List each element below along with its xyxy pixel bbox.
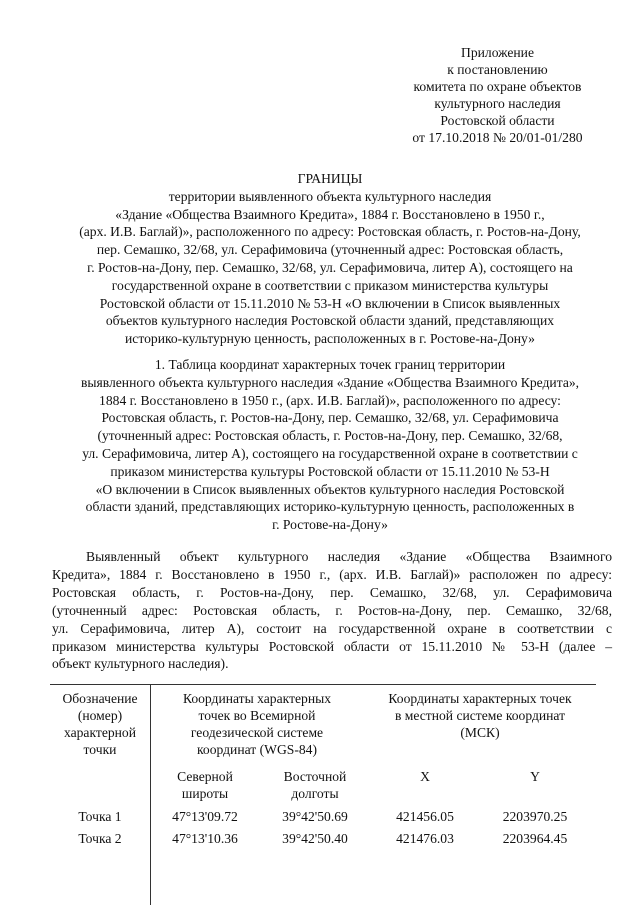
appendix-block bbox=[390, 44, 605, 146]
row1-y: 2203970.25 bbox=[502, 809, 568, 824]
row2-x: 421476.03 bbox=[396, 831, 454, 846]
row2-point: Точка 2 bbox=[78, 831, 122, 846]
row1-point: Точка 1 bbox=[78, 809, 122, 824]
appendix-line: к постановлению bbox=[447, 62, 548, 77]
body-paragraph bbox=[52, 548, 612, 673]
paragraph-line: Выявленный объект культурного наследия «Здание «Общества Взаимного bbox=[86, 549, 612, 564]
title-line: территории выявленного объекта культурного наследия bbox=[168, 188, 492, 204]
row1-north: 47°13'09.72 bbox=[172, 809, 238, 824]
section-line: приказом министерства культуры Ростовской области от 15.11.2010 № 53-Н bbox=[110, 463, 550, 479]
appendix-line: от 17.10.2018 № 20/01-01/280 bbox=[412, 130, 583, 145]
title-line: историко-культурную ценность, расположенных в г. Ростове-на-Дону» bbox=[125, 331, 535, 347]
section-line: Ростовская область, г. Ростов-на-Дону, пер. Семашко, 32/68, ул. Серафимовича bbox=[101, 410, 559, 426]
subheader-north-latitude: Северной широты bbox=[177, 769, 233, 801]
document-title bbox=[50, 170, 610, 348]
header-wgs84: Координаты характерных точек во Всемирной геодезической системе координат (WGS-84) bbox=[182, 691, 332, 757]
title-line: пер. Семашко, 32/68, ул. Серафимовича (уточненный адрес: Ростовская область, bbox=[96, 242, 564, 258]
title-line: объектов культурного наследия Ростовской области зданий, представляющих bbox=[105, 313, 555, 329]
section-line: области зданий, представляющих историко-культурную ценность, расположенных в bbox=[85, 499, 575, 515]
section-line: «О включении в Список выявленных объектов культурного наследия Ростовской bbox=[95, 481, 565, 497]
subheader-x: X bbox=[420, 769, 430, 784]
row2-y: 2203964.45 bbox=[502, 831, 568, 846]
appendix-line: Ростовской области bbox=[440, 113, 555, 128]
paragraph-line: Ростовская область, г. Ростов-на-Дону, пер. Семашко, 32/68, ул. Серафимовича bbox=[52, 584, 612, 600]
subheader-east-longitude: Восточной долготы bbox=[283, 769, 347, 801]
title-line: государственной охране в соответствии с приказом министерства культуры bbox=[111, 277, 549, 293]
section-line: выявленного объекта культурного наследия «Здание «Общества Взаимного Кредита», bbox=[80, 374, 580, 390]
title-line: (арх. И.В. Баглай)», расположенного по адресу: Ростовская область, г. Ростов-на-Дону, bbox=[79, 224, 581, 240]
row1-x: 421456.05 bbox=[396, 809, 454, 824]
appendix-line: комитета по охране объектов bbox=[413, 79, 582, 94]
paragraph-line: Кредита», 1884 г. Восстановлено в 1950 г., (арх. И.В. Баглай)» расположен по адресу: bbox=[52, 566, 612, 582]
appendix-line: культурного наследия bbox=[434, 96, 561, 111]
subheader-y: Y bbox=[530, 769, 540, 784]
title-heading: ГРАНИЦЫ bbox=[297, 171, 363, 186]
paragraph-line: (уточненный адрес: Ростовская область, г. Ростов-на-Дону, пер. Семашко, 32/68, bbox=[52, 602, 612, 618]
paragraph-line: приказом министерства культуры Ростовской области от 15.11.2010 № 53-Н (далее – bbox=[52, 638, 612, 654]
row2-north: 47°13'10.36 bbox=[172, 831, 238, 846]
section-line: 1884 г. Восстановлено в 1950 г., (арх. И.В. Баглай)», расположенного по адресу: bbox=[99, 392, 561, 408]
title-line: «Здание «Общества Взаимного Кредита», 1884 г. Восстановлено в 1950 г., bbox=[115, 206, 545, 222]
appendix-line: Приложение bbox=[461, 45, 534, 60]
paragraph-line: объект культурного наследия). bbox=[52, 656, 229, 672]
paragraph-line: ул. Серафимовича, литер А), состоит на государственной охране в соответствии с bbox=[52, 620, 612, 636]
coordinates-table bbox=[50, 684, 596, 905]
row1-east: 39°42'50.69 bbox=[282, 809, 348, 824]
row2-east: 39°42'50.40 bbox=[282, 831, 348, 846]
section-line: (уточненный адрес: Ростовская область, г. Ростов-на-Дону, пер. Семашко, 32/68, bbox=[97, 428, 563, 444]
section-heading bbox=[50, 356, 610, 534]
section-line: 1. Таблица координат характерных точек границ территории bbox=[154, 357, 506, 372]
table-top-border bbox=[50, 684, 596, 685]
header-point-designation: Обозначение (номер) характерной точки bbox=[62, 691, 138, 757]
title-line: г. Ростов-на-Дону, пер. Семашко, 32/68, ул. Серафимовича, литер А), состоящего на bbox=[87, 259, 573, 275]
title-line: Ростовской области от 15.11.2010 № 53-Н «О включении в Список выявленных bbox=[99, 295, 561, 311]
section-line: ул. Серафимовича, литер А), состоящего на государственной охране в соответствии с bbox=[82, 445, 578, 461]
header-msk: Координаты характерных точек в местной системе координат (МСК) bbox=[388, 691, 572, 740]
section-line: г. Ростове-на-Дону» bbox=[272, 517, 388, 533]
